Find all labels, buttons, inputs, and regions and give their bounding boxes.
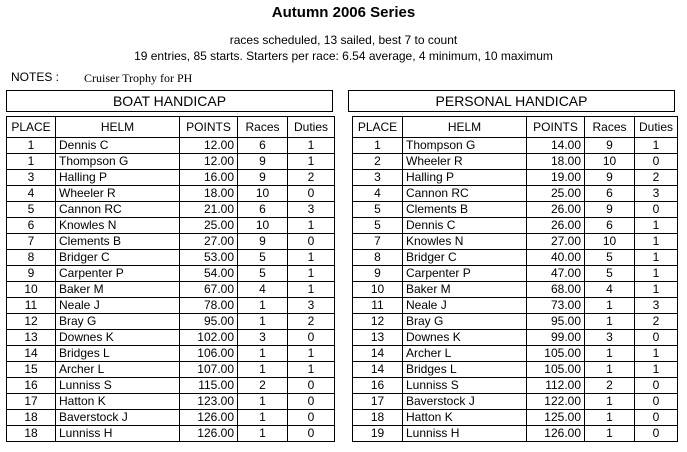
place-cell: 13 (353, 330, 403, 346)
helm-cell: Bray G (56, 314, 180, 330)
duties-cell: 0 (288, 378, 335, 394)
table-row (353, 138, 678, 154)
column-header: Races (585, 117, 635, 138)
duties-cell: 3 (288, 202, 335, 218)
races-cell: 2 (238, 378, 288, 394)
column-header: Duties (635, 117, 678, 138)
table-row (7, 186, 335, 202)
helm-cell: Bridger C (56, 250, 180, 266)
place-cell: 5 (7, 202, 56, 218)
duties-cell: 1 (288, 266, 335, 282)
column-header: HELM (403, 117, 527, 138)
points-cell: 126.00 (180, 426, 238, 442)
table-row (353, 282, 678, 298)
helm-cell: Dennis C (56, 138, 180, 154)
points-cell: 67.00 (180, 282, 238, 298)
place-cell: 12 (7, 314, 56, 330)
helm-cell: Baverstock J (56, 410, 180, 426)
races-cell: 1 (238, 314, 288, 330)
place-cell: 8 (353, 250, 403, 266)
helm-cell: Clements B (403, 202, 527, 218)
duties-cell: 1 (635, 250, 678, 266)
points-cell: 105.00 (527, 346, 585, 362)
table-row (353, 426, 678, 442)
table-row (7, 394, 335, 410)
duties-cell: 0 (288, 330, 335, 346)
boat-handicap-table (6, 116, 335, 442)
helm-cell: Bridges L (56, 346, 180, 362)
points-cell: 78.00 (180, 298, 238, 314)
place-cell: 17 (353, 394, 403, 410)
races-cell: 1 (238, 298, 288, 314)
place-cell: 3 (353, 170, 403, 186)
place-cell: 13 (7, 330, 56, 346)
races-cell: 1 (585, 362, 635, 378)
races-cell: 5 (238, 250, 288, 266)
helm-cell: Baker M (403, 282, 527, 298)
helm-cell: Bridges L (403, 362, 527, 378)
column-header: POINTS (527, 117, 585, 138)
helm-cell: Baker M (56, 282, 180, 298)
place-cell: 11 (7, 298, 56, 314)
duties-cell: 1 (288, 362, 335, 378)
duties-cell: 1 (635, 266, 678, 282)
place-cell: 10 (353, 282, 403, 298)
table-row (7, 378, 335, 394)
table-row (7, 138, 335, 154)
races-cell: 9 (238, 170, 288, 186)
place-cell: 7 (7, 234, 56, 250)
points-cell: 53.00 (180, 250, 238, 266)
races-cell: 9 (585, 170, 635, 186)
duties-cell: 1 (635, 234, 678, 250)
races-cell: 10 (238, 186, 288, 202)
place-cell: 5 (353, 218, 403, 234)
place-cell: 18 (7, 410, 56, 426)
duties-cell: 0 (288, 234, 335, 250)
points-cell: 99.00 (527, 330, 585, 346)
duties-cell: 0 (635, 394, 678, 410)
notes-text: Cruiser Trophy for PH (84, 71, 193, 85)
place-cell: 10 (7, 282, 56, 298)
place-cell: 3 (7, 170, 56, 186)
helm-cell: Hatton K (56, 394, 180, 410)
points-cell: 25.00 (527, 186, 585, 202)
table-row (7, 426, 335, 442)
place-cell: 15 (7, 362, 56, 378)
helm-cell: Archer L (403, 346, 527, 362)
races-cell: 6 (585, 186, 635, 202)
points-cell: 47.00 (527, 266, 585, 282)
points-cell: 14.00 (527, 138, 585, 154)
table-row (7, 170, 335, 186)
points-cell: 21.00 (180, 202, 238, 218)
points-cell: 95.00 (527, 314, 585, 330)
points-cell: 95.00 (180, 314, 238, 330)
table-row (353, 346, 678, 362)
page-title: Autumn 2006 Series (271, 4, 416, 21)
table-row (7, 362, 335, 378)
table-row (353, 362, 678, 378)
table-row (7, 410, 335, 426)
table-row (353, 330, 678, 346)
place-cell: 9 (353, 266, 403, 282)
points-cell: 18.00 (527, 154, 585, 170)
helm-cell: Archer L (56, 362, 180, 378)
duties-cell: 0 (635, 410, 678, 426)
duties-cell: 0 (288, 426, 335, 442)
duties-cell: 3 (635, 186, 678, 202)
helm-cell: Baverstock J (403, 394, 527, 410)
place-cell: 7 (353, 234, 403, 250)
duties-cell: 0 (635, 202, 678, 218)
duties-cell: 1 (288, 250, 335, 266)
points-cell: 25.00 (180, 218, 238, 234)
table-row (7, 218, 335, 234)
table-row (353, 266, 678, 282)
table-row (353, 250, 678, 266)
points-cell: 105.00 (527, 362, 585, 378)
place-cell: 16 (353, 378, 403, 394)
duties-cell: 2 (288, 170, 335, 186)
duties-cell: 1 (635, 346, 678, 362)
helm-cell: Neale J (56, 298, 180, 314)
table-row (7, 266, 335, 282)
table-row (7, 298, 335, 314)
points-cell: 68.00 (527, 282, 585, 298)
place-cell: 12 (353, 314, 403, 330)
points-cell: 107.00 (180, 362, 238, 378)
points-cell: 115.00 (180, 378, 238, 394)
personal-handicap-heading: PERSONAL HANDICAP (348, 90, 675, 112)
points-cell: 106.00 (180, 346, 238, 362)
place-cell: 14 (353, 362, 403, 378)
helm-cell: Thompson G (56, 154, 180, 170)
column-header: HELM (56, 117, 180, 138)
duties-cell: 3 (288, 298, 335, 314)
duties-cell: 0 (635, 426, 678, 442)
helm-cell: Lunniss S (403, 378, 527, 394)
place-cell: 8 (7, 250, 56, 266)
place-cell: 19 (353, 426, 403, 442)
column-header: PLACE (7, 117, 56, 138)
points-cell: 73.00 (527, 298, 585, 314)
races-cell: 3 (238, 330, 288, 346)
points-cell: 26.00 (527, 218, 585, 234)
races-cell: 1 (238, 426, 288, 442)
helm-cell: Thompson G (403, 138, 527, 154)
points-cell: 18.00 (180, 186, 238, 202)
races-cell: 5 (585, 266, 635, 282)
duties-cell: 0 (288, 410, 335, 426)
points-cell: 16.00 (180, 170, 238, 186)
place-cell: 14 (353, 346, 403, 362)
column-header: PLACE (353, 117, 403, 138)
duties-cell: 0 (635, 154, 678, 170)
races-cell: 9 (238, 154, 288, 170)
duties-cell: 1 (288, 218, 335, 234)
place-cell: 11 (353, 298, 403, 314)
helm-cell: Knowles N (56, 218, 180, 234)
place-cell: 5 (353, 202, 403, 218)
table-row (7, 346, 335, 362)
races-cell: 10 (585, 154, 635, 170)
column-header: Races (238, 117, 288, 138)
duties-cell: 1 (288, 282, 335, 298)
races-cell: 1 (238, 346, 288, 362)
races-cell: 1 (585, 314, 635, 330)
duties-cell: 0 (288, 186, 335, 202)
duties-cell: 2 (288, 314, 335, 330)
place-cell: 17 (7, 394, 56, 410)
duties-cell: 1 (635, 282, 678, 298)
points-cell: 12.00 (180, 138, 238, 154)
helm-cell: Dennis C (403, 218, 527, 234)
table-row (7, 330, 335, 346)
place-cell: 1 (7, 138, 56, 154)
helm-cell: Hatton K (403, 410, 527, 426)
place-cell: 18 (7, 426, 56, 442)
place-cell: 18 (353, 410, 403, 426)
helm-cell: Cannon RC (56, 202, 180, 218)
points-cell: 112.00 (527, 378, 585, 394)
races-cell: 5 (585, 250, 635, 266)
points-cell: 27.00 (180, 234, 238, 250)
duties-cell: 1 (635, 138, 678, 154)
helm-cell: Wheeler R (403, 154, 527, 170)
table-row (353, 154, 678, 170)
points-cell: 122.00 (527, 394, 585, 410)
table-row (353, 218, 678, 234)
helm-cell: Lunniss H (403, 426, 527, 442)
helm-cell: Downes K (56, 330, 180, 346)
table-row (353, 314, 678, 330)
races-cell: 4 (238, 282, 288, 298)
table-row (7, 282, 335, 298)
races-cell: 1 (585, 298, 635, 314)
duties-cell: 3 (635, 298, 678, 314)
races-cell: 3 (585, 330, 635, 346)
table-row (7, 250, 335, 266)
personal-handicap-table (352, 116, 678, 442)
table-row (353, 234, 678, 250)
column-header: POINTS (180, 117, 238, 138)
points-cell: 26.00 (527, 202, 585, 218)
duties-cell: 1 (288, 138, 335, 154)
helm-cell: Halling P (56, 170, 180, 186)
table-row (353, 410, 678, 426)
place-cell: 9 (7, 266, 56, 282)
races-cell: 9 (585, 138, 635, 154)
duties-cell: 1 (635, 362, 678, 378)
table-row (7, 202, 335, 218)
place-cell: 16 (7, 378, 56, 394)
duties-cell: 0 (288, 394, 335, 410)
points-cell: 102.00 (180, 330, 238, 346)
races-cell: 5 (238, 266, 288, 282)
helm-cell: Lunniss H (56, 426, 180, 442)
points-cell: 19.00 (527, 170, 585, 186)
series-summary: races scheduled, 13 sailed, best 7 to count (229, 33, 458, 47)
races-cell: 9 (585, 202, 635, 218)
place-cell: 2 (353, 154, 403, 170)
helm-cell: Downes K (403, 330, 527, 346)
helm-cell: Cannon RC (403, 186, 527, 202)
entries-summary: 19 entries, 85 starts. Starters per race: 6.54 average, 4 minimum, 10 maximum (134, 49, 553, 63)
helm-cell: Bray G (403, 314, 527, 330)
place-cell: 14 (7, 346, 56, 362)
races-cell: 6 (585, 218, 635, 234)
table-row (353, 298, 678, 314)
table-row (353, 394, 678, 410)
helm-cell: Carpenter P (56, 266, 180, 282)
races-cell: 10 (238, 218, 288, 234)
points-cell: 125.00 (527, 410, 585, 426)
races-cell: 6 (238, 138, 288, 154)
races-cell: 1 (585, 346, 635, 362)
races-cell: 9 (238, 234, 288, 250)
table-row (7, 234, 335, 250)
duties-cell: 2 (635, 314, 678, 330)
races-cell: 2 (585, 378, 635, 394)
points-cell: 123.00 (180, 394, 238, 410)
points-cell: 126.00 (527, 426, 585, 442)
column-header: Duties (288, 117, 335, 138)
races-cell: 1 (238, 394, 288, 410)
races-cell: 10 (585, 234, 635, 250)
duties-cell: 1 (288, 154, 335, 170)
table-row (353, 170, 678, 186)
helm-cell: Bridger C (403, 250, 527, 266)
helm-cell: Wheeler R (56, 186, 180, 202)
table-row (7, 314, 335, 330)
duties-cell: 0 (635, 330, 678, 346)
notes-label: NOTES : (11, 70, 60, 84)
table-row (353, 378, 678, 394)
races-cell: 1 (238, 362, 288, 378)
place-cell: 1 (353, 138, 403, 154)
boat-handicap-heading: BOAT HANDICAP (6, 90, 333, 112)
races-cell: 6 (238, 202, 288, 218)
points-cell: 12.00 (180, 154, 238, 170)
points-cell: 27.00 (527, 234, 585, 250)
duties-cell: 1 (288, 346, 335, 362)
table-row (353, 186, 678, 202)
races-cell: 1 (585, 426, 635, 442)
helm-cell: Lunniss S (56, 378, 180, 394)
races-cell: 4 (585, 282, 635, 298)
duties-cell: 0 (635, 378, 678, 394)
points-cell: 126.00 (180, 410, 238, 426)
helm-cell: Neale J (403, 298, 527, 314)
helm-cell: Halling P (403, 170, 527, 186)
points-cell: 54.00 (180, 266, 238, 282)
helm-cell: Carpenter P (403, 266, 527, 282)
helm-cell: Clements B (56, 234, 180, 250)
races-cell: 1 (585, 394, 635, 410)
table-row (7, 154, 335, 170)
place-cell: 1 (7, 154, 56, 170)
races-cell: 1 (585, 410, 635, 426)
table-row (353, 202, 678, 218)
place-cell: 4 (7, 186, 56, 202)
races-cell: 1 (238, 410, 288, 426)
helm-cell: Knowles N (403, 234, 527, 250)
points-cell: 40.00 (527, 250, 585, 266)
place-cell: 4 (353, 186, 403, 202)
duties-cell: 2 (635, 170, 678, 186)
duties-cell: 1 (635, 218, 678, 234)
place-cell: 6 (7, 218, 56, 234)
